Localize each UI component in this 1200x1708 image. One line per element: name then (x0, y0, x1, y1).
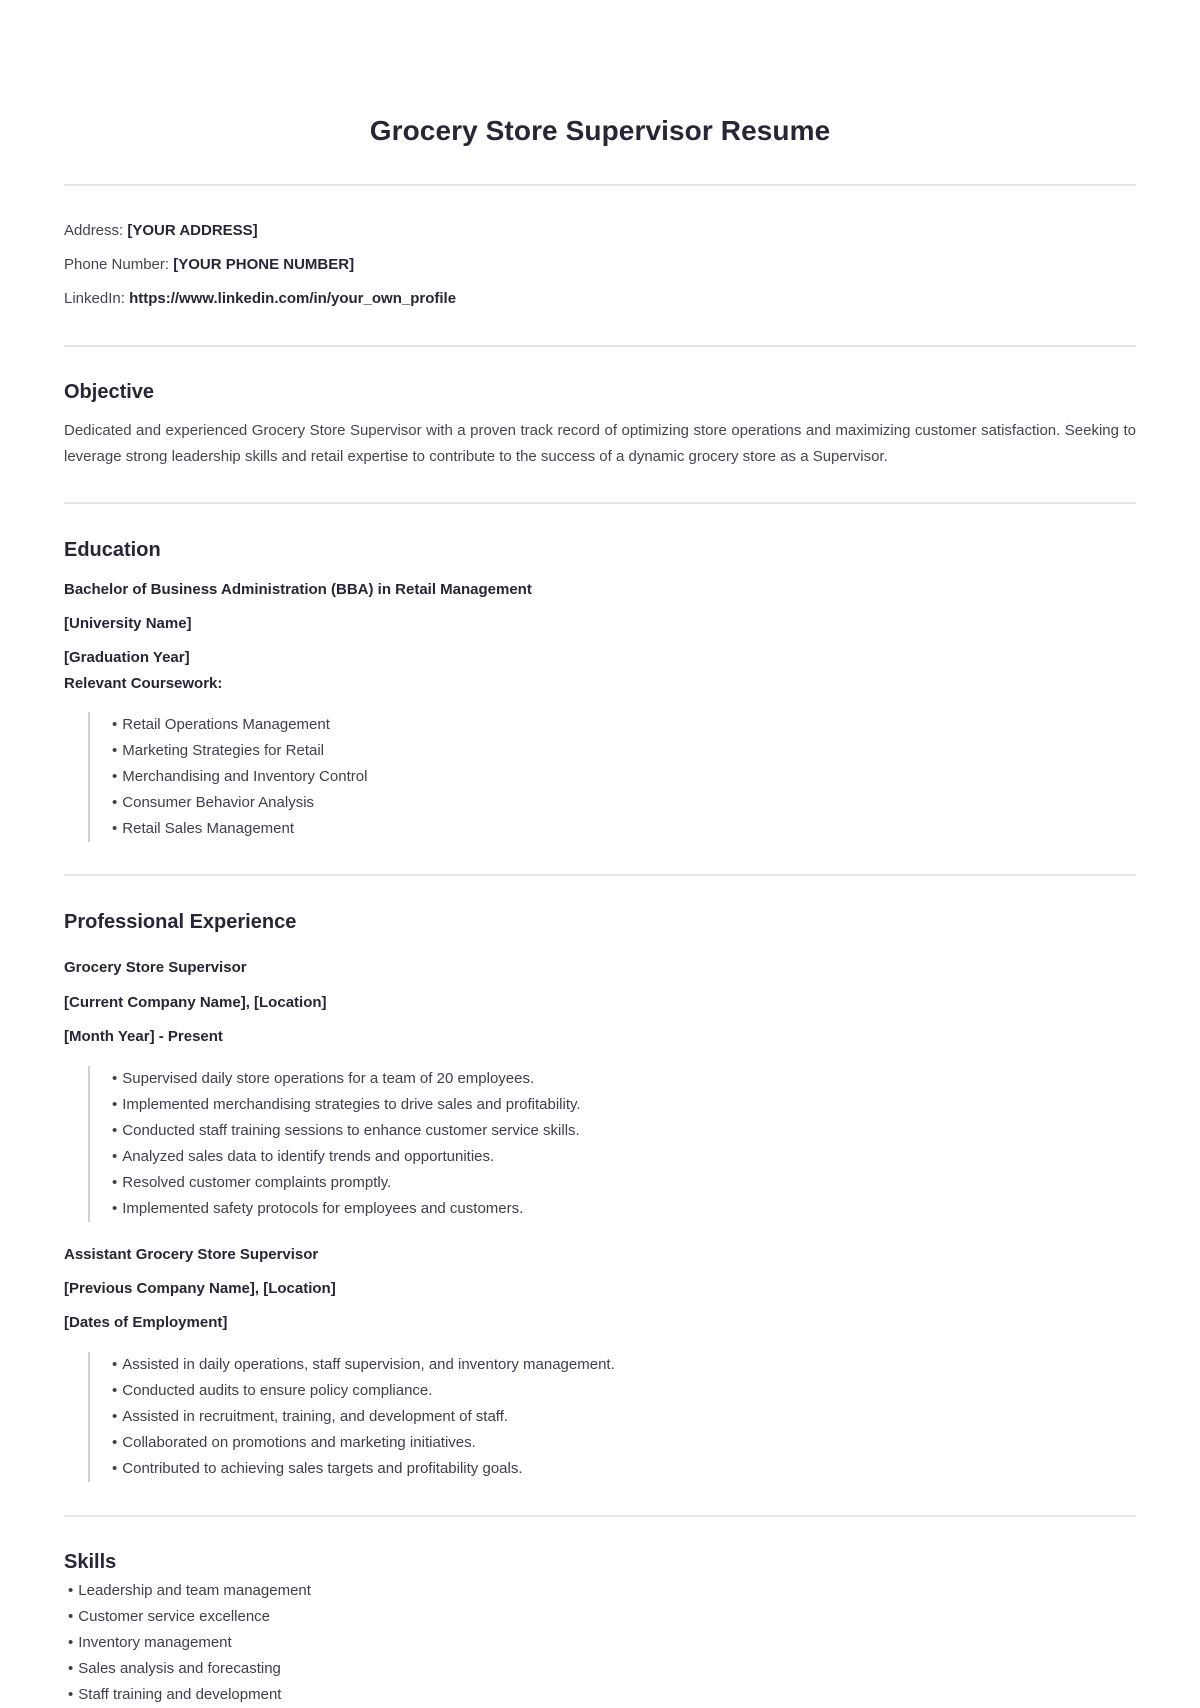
list-item: • Analyzed sales data to identify trends and opportunities. (112, 1144, 581, 1170)
skills-heading: Skills (64, 1551, 117, 1573)
coursework-list (88, 712, 367, 842)
objective-text: Dedicated and experienced Grocery Store Supervisor with a proven track record of optimizing store operations and maximizing customer satisfaction. Seeking to leverage strong leadership skills and retail expertise to contribute to the success of a dynamic grocery store as a Supervisor. (64, 422, 1136, 465)
objective-heading: Objective (64, 381, 155, 403)
divider (64, 874, 1136, 876)
list-item: • Implemented merchandising strategies to drive sales and profitability. (112, 1092, 581, 1118)
job-company: [Current Company Name], [Location] (64, 994, 327, 1011)
job-dates: [Dates of Employment] (64, 1314, 228, 1331)
list-item: • Merchandising and Inventory Control (112, 764, 367, 790)
list-item: • Customer service excellence (68, 1604, 311, 1630)
linkedin-value: https://www.linkedin.com/in/your_own_profile (129, 290, 457, 307)
phone-line (64, 256, 354, 273)
education-heading: Education (64, 539, 161, 561)
job-title: Assistant Grocery Store Supervisor (64, 1246, 319, 1263)
list-item: • Marketing Strategies for Retail (112, 738, 367, 764)
job-dates: [Month Year] - Present (64, 1028, 223, 1045)
education-university: [University Name] (64, 615, 192, 632)
education-graduation: [Graduation Year] (64, 649, 190, 666)
list-item: • Conducted audits to ensure policy compliance. (112, 1378, 615, 1404)
list-item: • Consumer Behavior Analysis (112, 790, 367, 816)
address-label: Address: (64, 222, 124, 239)
coursework-label: Relevant Coursework: (64, 675, 223, 692)
list-item: • Contributed to achieving sales targets and profitability goals. (112, 1456, 615, 1482)
job-title: Grocery Store Supervisor (64, 959, 247, 976)
divider (64, 184, 1136, 186)
list-item: • Sales analysis and forecasting (68, 1656, 311, 1682)
list-item: • Retail Sales Management (112, 816, 367, 842)
linkedin-line (64, 290, 456, 307)
page-title: Grocery Store Supervisor Resume (369, 115, 831, 146)
address-line (64, 222, 258, 239)
list-item: • Conducted staff training sessions to enhance customer service skills. (112, 1118, 581, 1144)
job-company: [Previous Company Name], [Location] (64, 1280, 336, 1297)
list-item: • Leadership and team management (68, 1578, 311, 1604)
list-item: • Retail Operations Management (112, 712, 367, 738)
education-degree: Bachelor of Business Administration (BBA) in Retail Management (64, 581, 532, 598)
phone-value: [YOUR PHONE NUMBER] (173, 256, 355, 273)
list-item: • Assisted in recruitment, training, and development of staff. (112, 1404, 615, 1430)
divider (64, 502, 1136, 504)
experience-heading: Professional Experience (64, 911, 297, 933)
list-item: • Resolved customer complaints promptly. (112, 1170, 581, 1196)
list-item: • Staff training and development (68, 1682, 311, 1708)
list-item: • Inventory management (68, 1630, 311, 1656)
divider (64, 345, 1136, 347)
divider (64, 1515, 1136, 1517)
list-item: • Supervised daily store operations for a team of 20 employees. (112, 1066, 581, 1092)
linkedin-label: LinkedIn: (64, 290, 125, 307)
job-duties-list (88, 1352, 615, 1482)
list-item: • Assisted in daily operations, staff supervision, and inventory management. (112, 1352, 615, 1378)
skills-list (68, 1578, 311, 1708)
list-item: • Implemented safety protocols for employees and customers. (112, 1196, 581, 1222)
job-duties-list (88, 1066, 581, 1222)
phone-label: Phone Number: (64, 256, 170, 273)
address-value: [YOUR ADDRESS] (127, 222, 258, 239)
list-item: • Collaborated on promotions and marketing initiatives. (112, 1430, 615, 1456)
